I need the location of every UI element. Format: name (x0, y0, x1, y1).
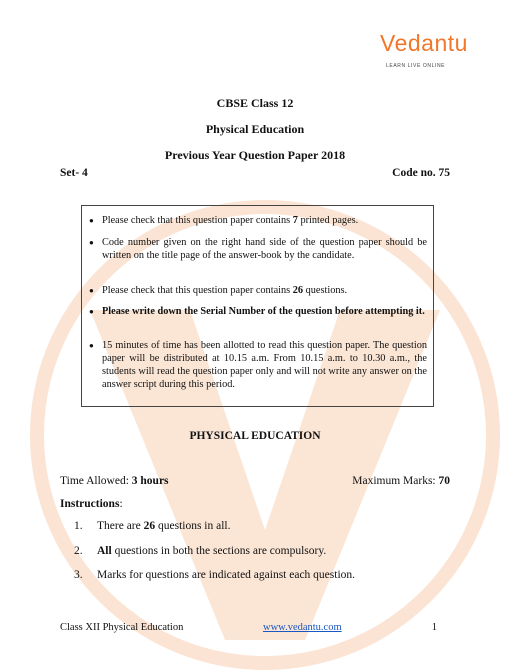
page-number: 1 (431, 622, 437, 633)
logo-tagline: LEARN LIVE ONLINE (386, 63, 446, 69)
time-allowed: Time Allowed: 3 hours (60, 475, 169, 487)
section-title: PHYSICAL EDUCATION (189, 430, 321, 442)
notice-item: ● 15 minutes of time has been allotted to read this question paper. The question paper will be distributed at 10.15 a.m. From 10.15 a.m. to 10.30 a.m., the students will read the question paper only and will not write any answer on the answer script during this period. (89, 340, 427, 390)
bullet-icon: ● (89, 286, 94, 295)
header-subject: Physical Education (205, 122, 305, 136)
instruction-number: 3. (74, 569, 83, 581)
notice-box (81, 205, 434, 407)
instruction-item: There are 26 questions in all. (97, 520, 231, 532)
instructions-heading: Instructions: (60, 498, 123, 510)
set-number: Set- 4 (60, 167, 88, 179)
logo-wordmark: Vedantu (380, 30, 468, 56)
maximum-marks: Maximum Marks: 70 (352, 475, 450, 487)
footer-course: Class XII Physical Education (60, 622, 184, 633)
instruction-item: Marks for questions are indicated against each question. (97, 569, 356, 581)
header-paper: Previous Year Question Paper 2018 (164, 148, 346, 162)
notice-item: ● Please check that this question paper contains 7 printed pages. (89, 215, 359, 226)
footer-link[interactable]: www.vedantu.com (263, 622, 342, 633)
instruction-number: 1. (74, 520, 83, 532)
bullet-icon: ● (89, 216, 94, 225)
bullet-icon: ● (89, 341, 94, 350)
header-class: CBSE Class 12 (216, 96, 294, 110)
notice-item: ● Please check that this question paper contains 26 questions. (89, 285, 348, 296)
code-number: Code no. 75 (392, 167, 450, 179)
notice-item: ● Code number given on the right hand side of the question paper should be written on the title page of the answer-book by the candidate. (89, 237, 427, 261)
bullet-icon: ● (89, 307, 94, 316)
bullet-icon: ● (89, 238, 94, 247)
vedantu-logo (380, 30, 472, 80)
notice-item: ● Please write down the Serial Number of the question before attempting it. (89, 306, 425, 317)
instruction-item: All questions in both the sections are compulsory. (97, 545, 327, 557)
instruction-number: 2. (74, 545, 83, 557)
